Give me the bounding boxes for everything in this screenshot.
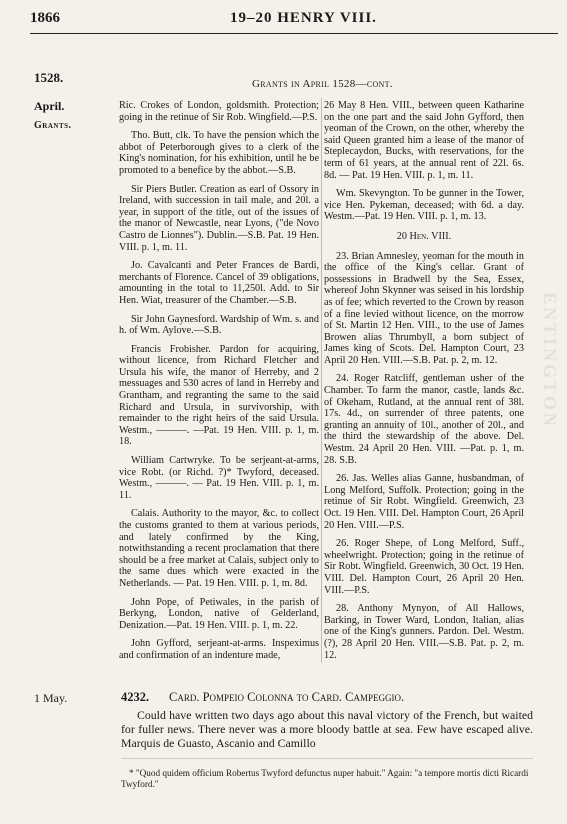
section-title: Grants in April 1528—cont. [252,78,393,90]
entry-number: 4232. [121,690,150,704]
paragraph: William Cartwryke. To be serjeant-at-arms, vice Robt. (or Richd. ?)* Twyford, deceased. Westm., ———. — Pat. 19 Hen. VIII. p. 1, m. 11. [119,455,319,501]
footnote-text: * "Quod quidem officium Robertus Twyford defunctus nuper habuit." Again: "a tempore mortis dicti Ricardi Twyford." [121,768,529,789]
paragraph: Sir John Gaynesford. Wardship of Wm. s. and h. of Wm. Aylove.—S.B. [119,313,319,337]
entry-heading: Card. Pompeio Colonna to Card. Campeggio. [169,690,405,704]
right-column [324,100,524,668]
paragraph: John Gyfford, serjeant-at-arms. Inspeximus and confirmation of an indenture made, [119,638,319,661]
paragraph: 26. Roger Shepe, of Long Melford, Suff., wheelwright. Protection; going in the retinue of Sir Robt. Wingfield. Greenwich, 30 Oct. 19 Hen. VIII. Del. Hampton Court, 26 April 20 Hen. VIII.—P.S. [324,538,524,596]
paragraph: 23. Brian Amnesley, yeoman for the mouth in the office of the King's cellar. Grant of possessions in Bradwell by the Sea, Essex, whereof John Skynner was seised in his lordship as of fee; which reverted to the Crown by reason of a fine levied without licence, on the morrow of St. Martin 12 Hen. VIII., to the use of James Browen alias Thrumbyll, a born subject of James king of Scots. Del. Hampton Court, 23 April 20 Hen. VIII.—S.B. Pat. p. 2, m. 12. [324,250,524,366]
paragraph: Calais. Authority to the mayor, &c. to collect the customs granted to them at various periods, and lately confirmed by the King, notwithstanding a recent proclamation that there should be a free market at Calais, subject only to the same dues which were exacted in the Netherlands. — Pat. 19 Hen. VIII. p. 1, m. 8d. [119,508,319,589]
paragraph: John Pope, of Petiwales, in the parish of Berkyng, London, native of Gelderland, Denization.—Pat. 19 Hen. VIII. p. 1, m. 22. [119,596,319,631]
entry-date: 1 May. [34,691,68,705]
entry-paragraph: Could have written two days ago about this naval victory of the French, but waited for fuller news. There never was a more bloody battle at sea. Few have escaped alive. Marquis de Guasto, Ascanio and Camillo [121,708,533,751]
entry-body [121,708,533,751]
subheading: 20 Hen. VIII. [396,230,452,242]
paragraph: Tho. Butt, clk. To have the pension which the abbot of Peterborough gives to a clerk of the King's nomination, for his exhibition, until he be promoted to a benefice by the abbot.—S.B. [119,130,319,176]
paragraph: Wm. Skevyngton. To be gunner in the Tower, vice Hen. Pykeman, deceased; with 6d. a day. Westm.—Pat. 19 Hen. VIII. p. 1, m. 13. [324,188,524,223]
running-title: 19–20 HENRY VIII. [230,10,377,26]
margin-label: Grants. [34,120,72,131]
library-stamp [538,100,560,620]
left-column [119,100,319,669]
paragraph: Sir Piers Butler. Creation as earl of Ossory in Ireland, with succession in tail male, and 20l. a year, in support of the title, out of the issues of the manor of Newcastle, near Lyons, ("de Novo Castro de Lionnes"). Dublin.—S.B. Pat. 19 Hen. VIII. p. 1, m. 11. [119,183,319,253]
column-divider [321,98,322,663]
paragraph: 26 May 8 Hen. VIII., between queen Katharine on the one part and the said John Gyfford, then yeoman of the Crown, on the other, whereby the said Queen granted him a lease of the manor of Steplecaydon, Bucks, with reservations, for the term of 61 years, at the annual rent of 22l. 6s. 8d. — Pat. 19 Hen. VIII. p. 1, m. 11. [324,100,524,181]
year-label: 1528. [34,70,64,85]
footnote-rule [121,758,533,759]
page-number: 1866 [30,10,60,26]
header-rule [30,33,558,34]
paragraph: Ric. Crokes of London, goldsmith. Protection; going in the retinue of Sir Rob. Wingfield.—P.S. [119,100,319,123]
paragraph: 26. Jas. Welles alias Ganne, husbandman, of Long Melford, Suffolk. Protection; going in the retinue of Sir Robt. Wingfield. Greenwich, 23 Oct. 19 Hen. VIII. Del. Hampton Court, 26 April 20 Hen. VIII.—P.S. [324,473,524,531]
margin-month: April. [34,99,65,113]
paragraph: Jo. Cavalcanti and Peter Frances de Bardi, merchants of Florence. Cancel of 39 obligations, amounting in the total to 11,250l. Add. to Sir Hen. Wiat, treasurer of the Chamber.—S.B. [119,260,319,306]
stamp-text: ENTINGTON [539,291,560,429]
paragraph: 24. Roger Ratcliff, gentleman usher of the Chamber. To farm the manor, castle, lands &c. of Okeham, Rutland, at the annual rent of 38l. 17s. 4d., on surrender of three patents, one granting an annuity of 10l., another of 20l., and the third the stewardship of the above. Del. Westm. 24 April 20 Hen. VIII. —Pat. p. 1, m. 28. S.B. [324,373,524,466]
paragraph: 28. Anthony Mynyon, of All Hallows, Barking, in Tower Ward, London, Italian, alias one of the King's gunners. Pardon. Del. Westm. (?), 28 April 20 Hen. VIII.—S.B. Pat. p. 2, m. 12. [324,603,524,661]
paragraph: Francis Frobisher. Pardon for acquiring, without licence, from Richard Fletcher and Ursula his wife, the manor of Herreby, and 2 messuages and 530 acres of land in Herreby and Grantham, and regranting the same to the said Richard and Ursula, in survivorship, with remainder to the right heirs of the said Ursula. Westm., ———. —Pat. 19 Hen. VIII. p. 1, m. 18. [119,343,319,448]
footnote [121,768,533,790]
